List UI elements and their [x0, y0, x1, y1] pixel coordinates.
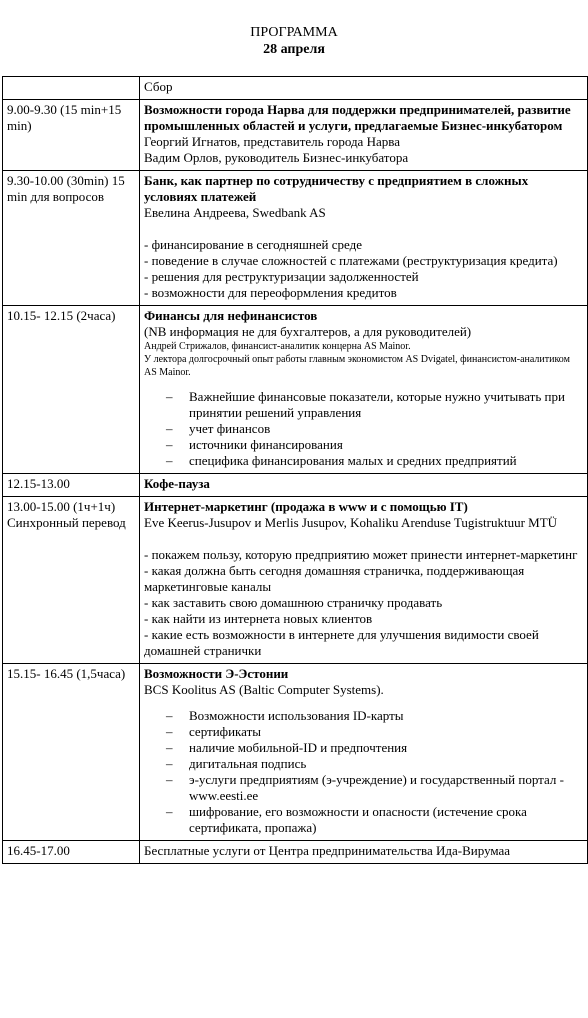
session-title: Бесплатные услуги от Центра предпринимательства Ида-Вирумаа: [144, 843, 511, 858]
program-table: [2, 76, 588, 864]
list-item: – Важнейшие финансовые показатели, которые нужно учитывать при принятии решений управления: [144, 389, 584, 421]
list-item: – Возможности использования ID-карты: [144, 708, 584, 724]
table-row: [3, 171, 588, 306]
time-cell: 10.15- 12.15 (2часа): [3, 306, 140, 474]
table-row: [3, 497, 588, 664]
time-cell: 16.45-17.00: [3, 841, 140, 864]
session-cell: [140, 171, 588, 306]
session-note: (NB информация не для бухгалтеров, а для руководителей): [144, 324, 472, 339]
topic-list: [144, 389, 584, 469]
table-row: [3, 841, 588, 864]
time-cell: 13.00-15.00 (1ч+1ч) Синхронный перевод: [3, 497, 140, 664]
session-title: Финансы для нефинансистов: [144, 308, 318, 323]
list-item: – источники финансирования: [144, 437, 584, 453]
list-item: – специфика финансирования малых и средних предприятий: [144, 453, 584, 469]
table-row: [3, 664, 588, 841]
list-item: - возможности для переоформления кредитов: [144, 285, 397, 300]
program-title: ПРОГРАММА: [250, 25, 338, 40]
session-cell: [140, 100, 588, 171]
session-title: Кофе-пауза: [144, 476, 210, 491]
list-item: – учет финансов: [144, 421, 584, 437]
session-cell: [140, 474, 588, 497]
speaker: Вадим Орлов, руководитель Бизнес-инкубатора: [144, 150, 409, 165]
time-cell: 9.30-10.00 (30min) 15 min для вопросов: [3, 171, 140, 306]
list-item: - какая должна быть сегодня домашняя страничка, поддерживающая маркетинговые каналы: [144, 563, 525, 594]
speaker: Eve Keerus-Jusupov и Merlis Jusupov, Kohaliku Arenduse Tugistruktuur MTÜ: [144, 515, 558, 530]
session-title: Сбор: [144, 79, 173, 94]
table-row: [3, 474, 588, 497]
list-item: - покажем пользу, которую предприятию может принести интернет-маркетинг: [144, 547, 578, 562]
time-cell: 12.15-13.00: [3, 474, 140, 497]
session-cell: [140, 77, 588, 100]
list-item: - финансирование в сегодняшней среде: [144, 237, 363, 252]
page-header: [0, 0, 588, 58]
table-row: [3, 306, 588, 474]
list-item: - решения для реструктуризации задолженностей: [144, 269, 419, 284]
time-cell: [3, 77, 140, 100]
list-item: – наличие мобильной-ID и предпочтения: [144, 740, 584, 756]
speaker: Андрей Стрижалов, финансист-аналитик концерна AS Mainor.: [144, 341, 411, 352]
list-item: – э-услуги предприятиям (э-учреждение) и государственный портал - www.eesti.ee: [144, 772, 584, 804]
list-item: – шифрование, его возможности и опасности (истечение срока сертификата, пропажа): [144, 804, 584, 836]
program-date: 28 апреля: [263, 42, 325, 57]
session-cell: [140, 841, 588, 864]
session-cell: [140, 497, 588, 664]
session-cell: [140, 664, 588, 841]
time-cell: 9.00-9.30 (15 min+15 min): [3, 100, 140, 171]
list-item: - поведение в случае сложностей с платежами (реструктуризация кредита): [144, 253, 558, 268]
list-item: – дигитальная подпись: [144, 756, 584, 772]
topic-list: [144, 708, 584, 836]
session-cell: [140, 306, 588, 474]
list-item: – сертификаты: [144, 724, 584, 740]
session-title: Возможности города Нарва для поддержки предпринимателей, развитие промышленных областей и услуги, предлагаемые Бизнес-инкубатором: [144, 102, 571, 133]
list-item: - какие есть возможности в интернете для улучшения видимости своей домашней странички: [144, 627, 539, 658]
session-title: Интернет-маркетинг (продажа в www и с помощью IT): [144, 499, 468, 514]
speaker: Георгий Игнатов, представитель города Нарва: [144, 134, 400, 149]
time-cell: 15.15- 16.45 (1,5часа): [3, 664, 140, 841]
session-title: Банк, как партнер по сотрудничеству с предприятием в сложных условиях платежей: [144, 173, 529, 204]
table-row: [3, 77, 588, 100]
list-item: - как найти из интернета новых клиентов: [144, 611, 373, 626]
speaker: BCS Koolitus AS (Baltic Computer Systems).: [144, 682, 384, 697]
table-row: [3, 100, 588, 171]
speaker: Евелина Андреева, Swedbank AS: [144, 205, 326, 220]
session-title: Возможности Э-Эстонии: [144, 666, 289, 681]
list-item: - как заставить свою домашнюю страничку продавать: [144, 595, 443, 610]
speaker-bio: У лектора долгосрочный опыт работы главным экономистом AS Dvigatel, финансистом-аналитиком AS Mainor.: [144, 354, 570, 378]
